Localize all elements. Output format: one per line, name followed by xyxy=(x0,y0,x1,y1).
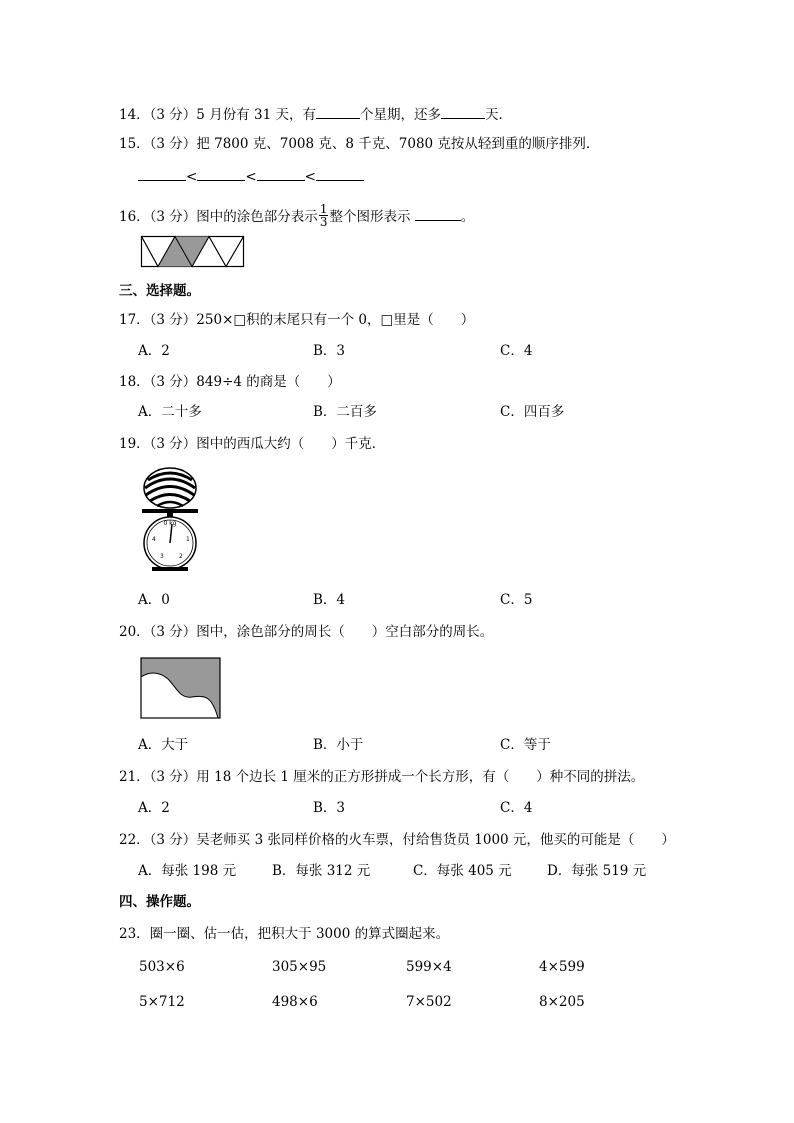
q14-blank-weeks[interactable] xyxy=(316,106,360,119)
perimeter-figure xyxy=(140,657,222,719)
q15-blank-1[interactable] xyxy=(138,168,186,181)
question-21: 21．（3 分）用 18 个边长 1 厘米的正方形拼成一个长方形，有（ ）种不同的拼法。 xyxy=(119,769,645,785)
fraction-one-third xyxy=(319,203,329,228)
q15-answer-row xyxy=(138,168,364,185)
q22-option-a[interactable]: A．每张 198 元 xyxy=(138,863,237,879)
question-14 xyxy=(119,106,512,123)
scale-number: 3 xyxy=(160,553,164,560)
q16-blank[interactable] xyxy=(415,208,461,221)
q18-option-a[interactable]: A．二十多 xyxy=(138,404,202,420)
q14-suffix: 天． xyxy=(484,107,512,123)
question-19: 19．（3 分）图中的西瓜大约（ ）千克． xyxy=(119,436,386,452)
scale-number: 2 xyxy=(179,553,183,560)
expression-item[interactable]: 5×712 xyxy=(139,994,185,1010)
q19-option-c[interactable]: C．5 xyxy=(500,592,533,608)
expression-item[interactable]: 8×205 xyxy=(539,994,585,1010)
q16-prefix: 16．（3 分）图中的涂色部分表示 xyxy=(119,209,318,225)
q14-blank-days[interactable] xyxy=(441,106,485,119)
q15-blank-4[interactable] xyxy=(316,168,364,181)
q22-option-d[interactable]: D．每张 519 元 xyxy=(547,863,647,879)
expression-item[interactable]: 305×95 xyxy=(272,959,327,975)
expression-item[interactable]: 498×6 xyxy=(272,994,318,1010)
question-22: 22．（3 分）吴老师买 3 张同样价格的火车票，付给售货员 1000 元，他买的可能是（ ） xyxy=(119,832,675,848)
question-15: 15．（3 分）把 7800 克、7008 克、8 千克、7080 克按从轻到重的顺序排列． xyxy=(119,136,600,152)
question-23: 23．圈一圈、估一估，把积大于 3000 的算式圈起来。 xyxy=(119,926,450,942)
q18-option-b[interactable]: B．二百多 xyxy=(313,404,377,420)
less-than-sign: < xyxy=(186,169,198,185)
less-than-sign: < xyxy=(304,169,316,185)
fraction-denominator: 3 xyxy=(319,215,328,229)
q21-option-a[interactable]: A．2 xyxy=(138,800,170,816)
expression-item[interactable]: 7×502 xyxy=(406,994,452,1010)
expression-item[interactable]: 599×4 xyxy=(406,959,452,975)
q20-option-a[interactable]: A．大于 xyxy=(138,737,189,753)
question-20: 20．（3 分）图中，涂色部分的周长（ ）空白部分的周长。 xyxy=(119,624,494,640)
question-17: 17．（3 分）250×□积的末尾只有一个 0，□里是（ ） xyxy=(119,312,475,328)
q19-option-a[interactable]: A．0 xyxy=(138,592,170,608)
question-18: 18．（3 分）849÷4 的商是（ ） xyxy=(119,374,341,390)
expression-item[interactable]: 503×6 xyxy=(139,959,185,975)
section-4-heading: 四、操作题。 xyxy=(119,894,200,910)
scale-number: 1 xyxy=(186,536,190,543)
scale-number: 4 xyxy=(152,536,156,543)
scale-unit-label: 0 kg xyxy=(163,520,177,527)
section-3-heading: 三、选择题。 xyxy=(119,283,200,299)
q20-option-b[interactable]: B．小于 xyxy=(313,737,364,753)
q17-option-c[interactable]: C．4 xyxy=(500,343,533,359)
q21-option-c[interactable]: C．4 xyxy=(500,800,533,816)
q20-option-c[interactable]: C．等于 xyxy=(500,737,551,753)
q14-mid: 个星期，还多 xyxy=(359,107,441,123)
q15-blank-2[interactable] xyxy=(197,168,245,181)
q15-blank-3[interactable] xyxy=(257,168,305,181)
q18-option-c[interactable]: C．四百多 xyxy=(500,404,565,420)
q16-end: 。 xyxy=(460,209,475,225)
q21-option-b[interactable]: B．3 xyxy=(313,800,346,816)
expression-item[interactable]: 4×599 xyxy=(539,959,585,975)
question-16 xyxy=(119,202,475,230)
q17-option-b[interactable]: B．3 xyxy=(313,343,346,359)
watermelon-scale-figure xyxy=(140,466,200,576)
q14-prefix: 14．（3 分）5 月份有 31 天，有 xyxy=(119,107,316,123)
less-than-sign: < xyxy=(245,169,257,185)
triangles-figure xyxy=(141,236,245,268)
q22-option-c[interactable]: C．每张 405 元 xyxy=(413,863,512,879)
q16-suffix: 整个图形表示 xyxy=(329,209,411,225)
q19-option-b[interactable]: B．4 xyxy=(313,592,346,608)
q17-option-a[interactable]: A．2 xyxy=(138,343,170,359)
q22-option-b[interactable]: B．每张 312 元 xyxy=(272,863,371,879)
fraction-numerator: 1 xyxy=(319,202,328,216)
